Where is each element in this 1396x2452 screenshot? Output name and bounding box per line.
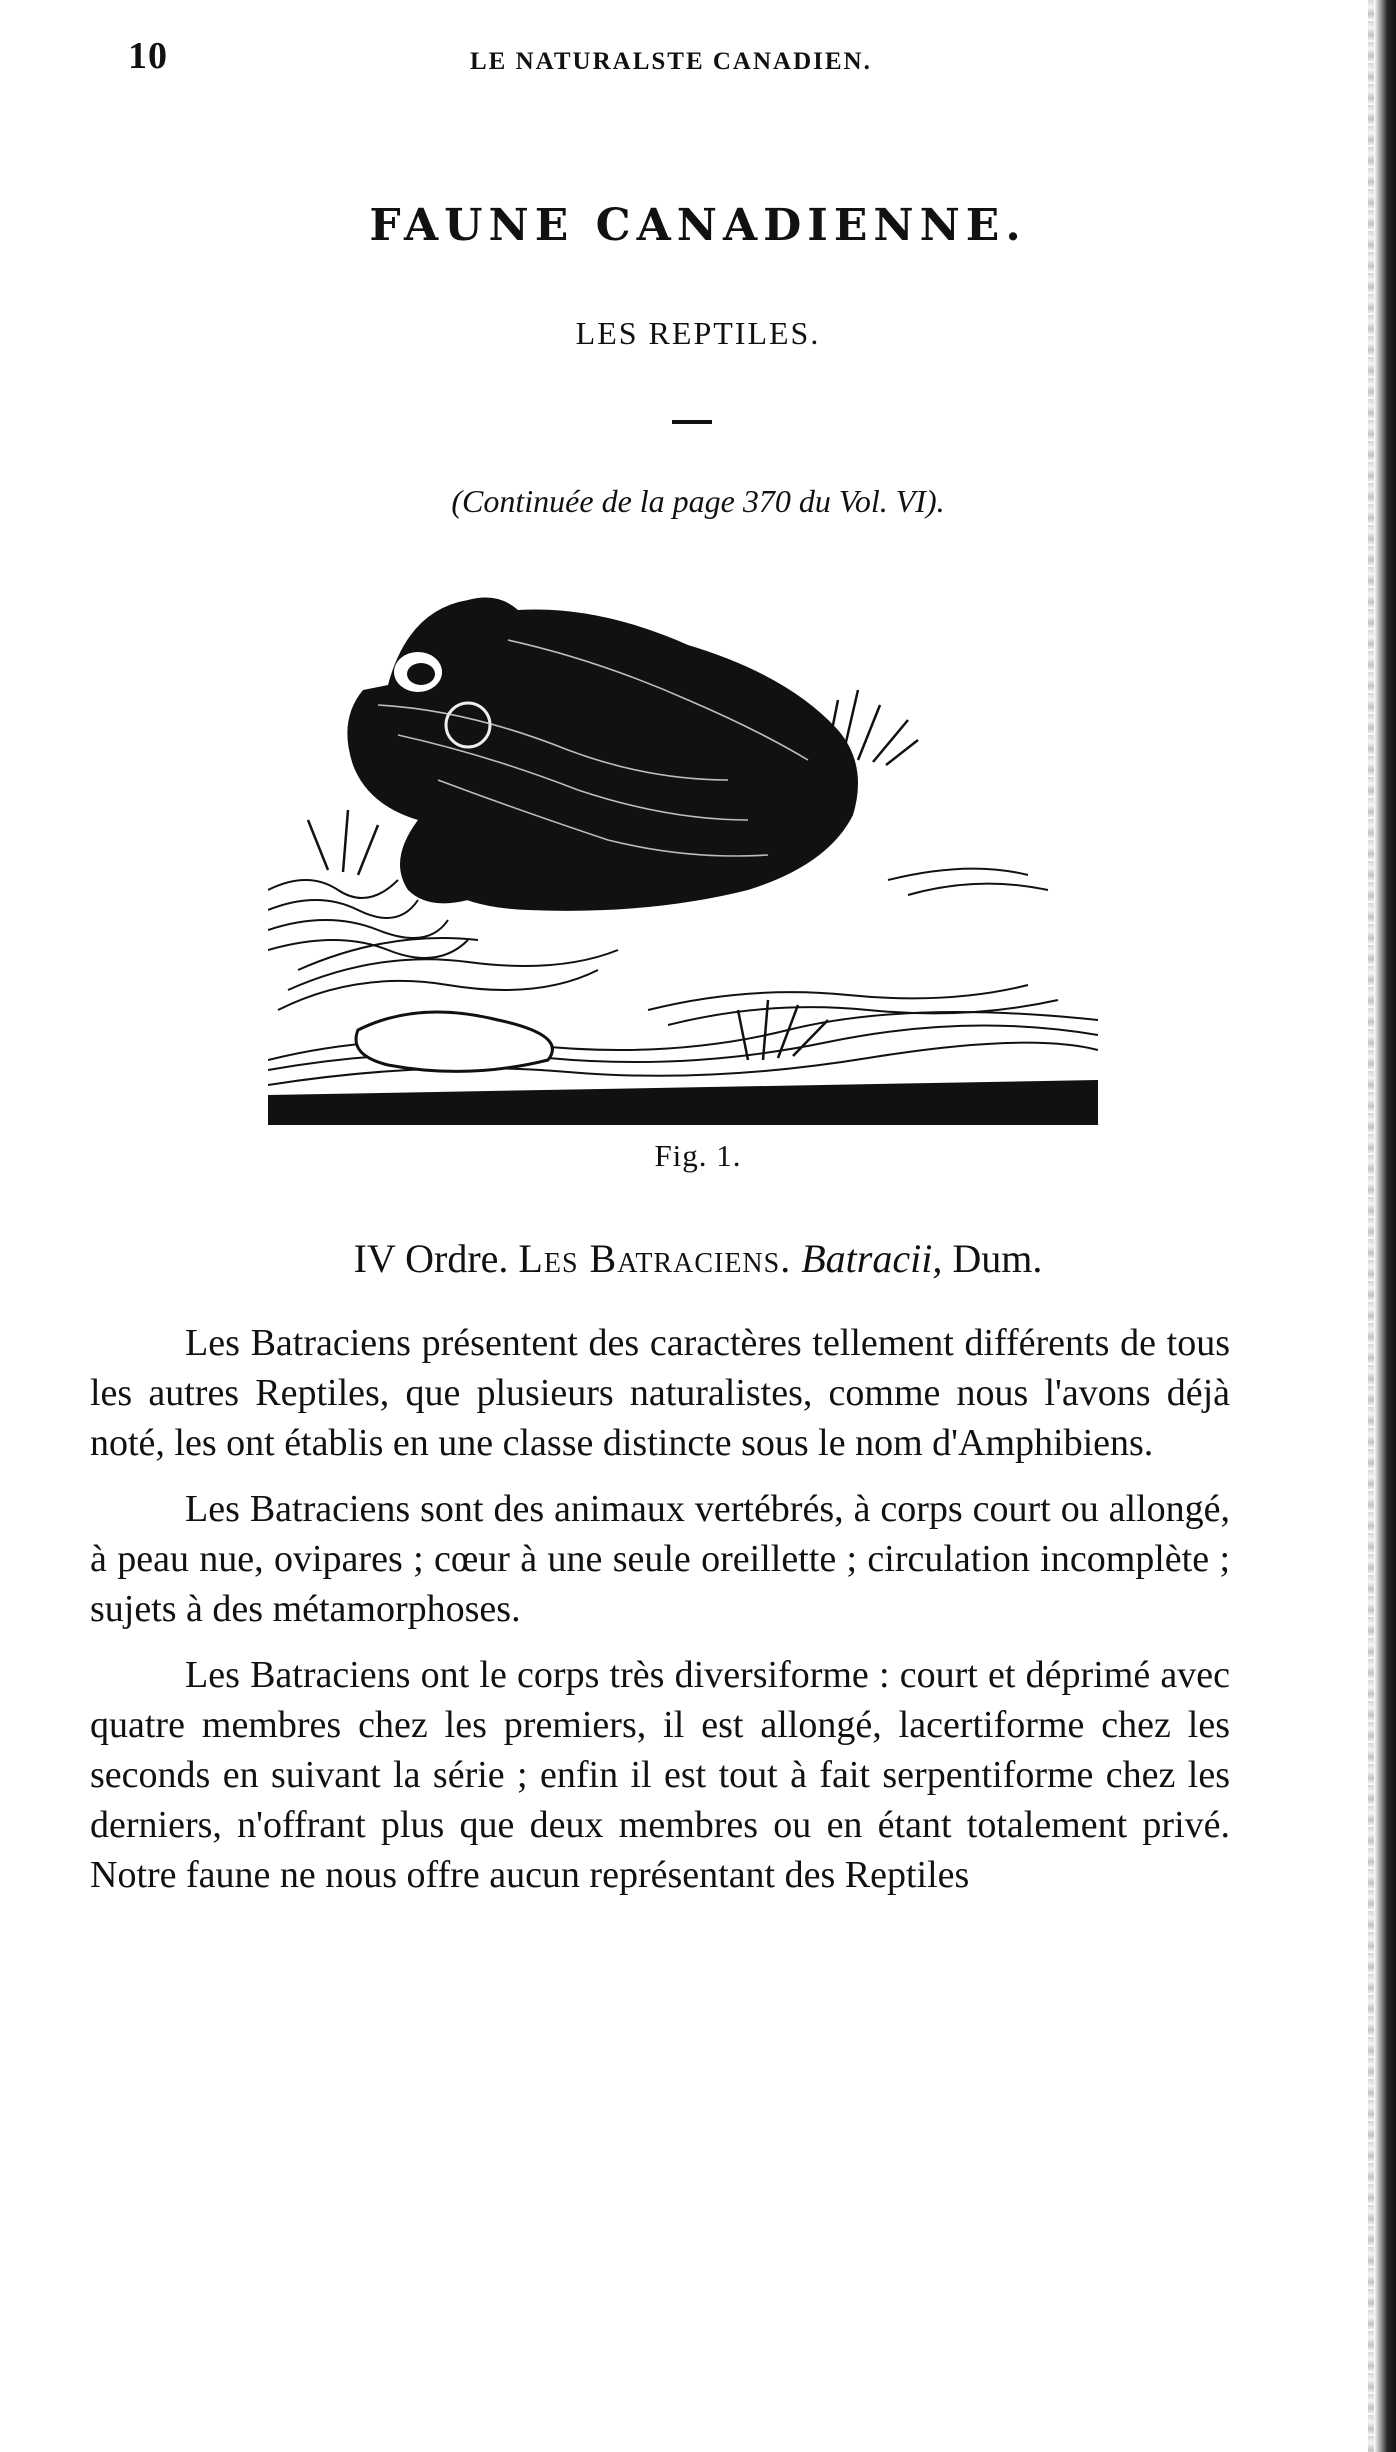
frog-illustration — [268, 590, 1098, 1125]
section-subtitle: LES REPTILES. — [575, 315, 821, 351]
running-head: LE NATURALSTE CANADIEN. — [470, 48, 872, 75]
log-shadow — [268, 1080, 1098, 1125]
order-name: Les Batraciens. — [518, 1236, 792, 1281]
section-title: FAUNE CANADIENNE. — [369, 200, 1027, 251]
figure-caption: Fig. 1. — [654, 1138, 742, 1173]
separator-dash — [672, 420, 712, 424]
body-text — [90, 1318, 1230, 1916]
paragraph: Les Batraciens présentent des caractères tellement différents de tous les autres Reptiles, que plusieurs naturalistes, comme nous l'avons déjà noté, les ont établis en une classe distincte sous le nom d'Amphibiens. — [90, 1322, 1230, 1464]
binding-edge — [1374, 0, 1396, 2452]
continuation-note: (Continuée de la page 370 du Vol. VI). — [451, 483, 945, 519]
paragraph: Les Batraciens ont le corps très diversiforme : court et déprimé avec quatre membres chez les premiers, il est allongé, lacertiforme chez les seconds en suivant la série ; enfin il est tout à fait serpentiforme chez les derniers, n'offrant plus que deux membres ou en étant totalement privé. Notre faune ne nous offre aucun représentant des Reptiles — [90, 1654, 1230, 1896]
page-header — [0, 30, 1396, 100]
paragraph: Les Batraciens sont des animaux vertébrés, à corps court ou allongé, à peau nue, ovipares ; cœur à une seule oreillette ; circulation incomplète ; sujets à des métamorphoses. — [90, 1488, 1230, 1630]
order-latin-name: Batracii, — [801, 1236, 943, 1281]
page-number: 10 — [128, 35, 168, 77]
order-author: Dum. — [952, 1236, 1043, 1281]
frog-engraving — [268, 590, 1098, 1125]
order-prefix: IV Ordre. — [353, 1236, 509, 1281]
order-heading — [0, 1235, 1396, 1282]
